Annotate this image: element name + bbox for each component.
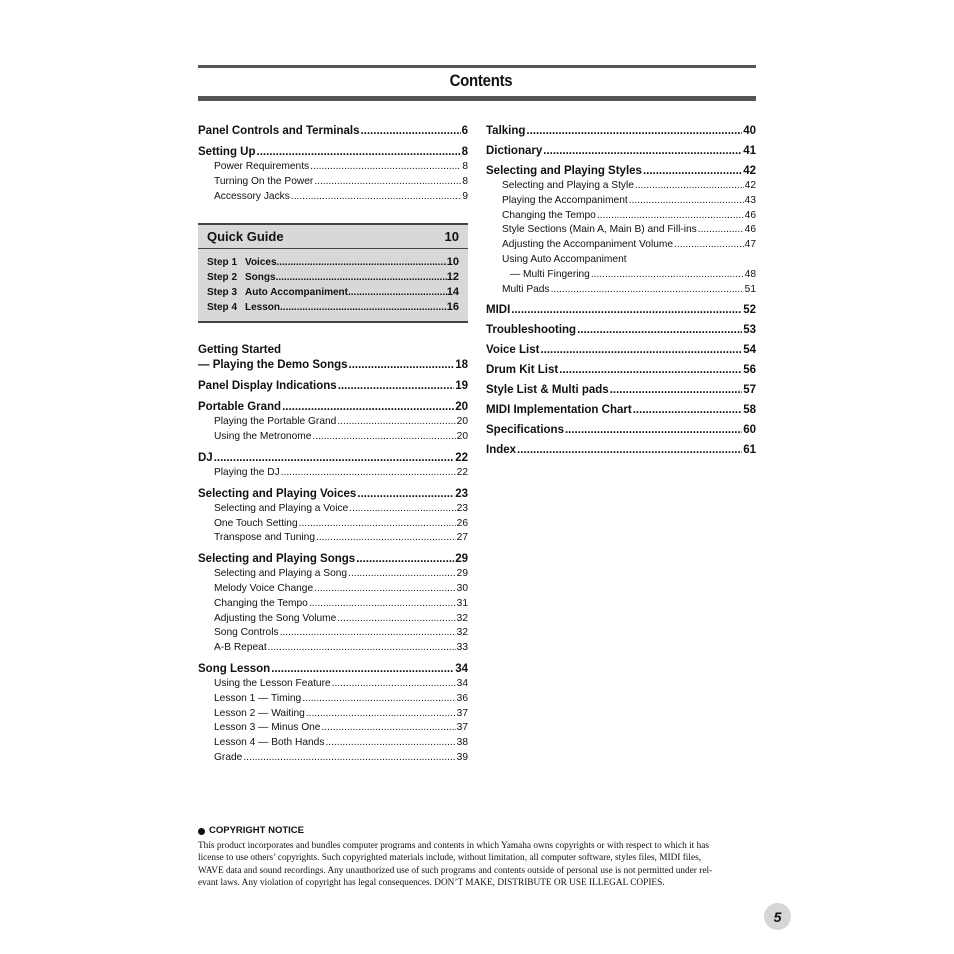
toc-subentry[interactable]: Lesson 3 — Minus One ..... 37 (198, 721, 468, 736)
toc-right-column (486, 124, 756, 458)
toc-subentry[interactable]: Accessory Jacks ..... 9 (198, 190, 468, 205)
copyright-notice-heading: COPYRIGHT NOTICE (198, 825, 758, 838)
toc-subentry[interactable]: Playing the DJ ..... 22 (198, 466, 468, 481)
toc-subentry[interactable]: Grade ..... 39 (198, 751, 468, 766)
toc-subentry[interactable]: — Multi Fingering ..... 48 (486, 268, 756, 283)
toc-subentry[interactable]: Turning On the Power ..... 8 (198, 175, 468, 190)
toc-entry[interactable]: Troubleshooting ..... 53 (486, 323, 756, 338)
toc-subentry[interactable]: A-B Repeat ..... 33 (198, 641, 468, 656)
quick-guide-step[interactable]: Step 4 Lesson ..... 16 (207, 300, 459, 315)
toc-entry[interactable]: MIDI ..... 52 (486, 303, 756, 318)
toc-entry[interactable]: MIDI Implementation Chart ..... 58 (486, 403, 756, 418)
toc-subentry[interactable]: Playing the Accompaniment ..... 43 (486, 194, 756, 209)
copyright-notice-text: evant laws. Any violation of copyright has legal consequences. DON’T MAKE, DISTRIBUTE OR USE ILLEGAL COPIES. (198, 878, 665, 889)
quick-guide-step[interactable]: Step 3 Auto Accompaniment ..... 14 (207, 285, 459, 300)
toc-left-column (198, 124, 468, 766)
toc-subentry[interactable]: Lesson 2 — Waiting ..... 37 (198, 707, 468, 722)
toc-subentry[interactable]: Transpose and Tuning ..... 27 (198, 531, 468, 546)
quick-guide-step[interactable]: Step 1 Voices ..... 10 (207, 255, 459, 270)
toc-entry[interactable]: Style List & Multi pads ..... 57 (486, 383, 756, 398)
quick-guide-step[interactable]: Step 2 Songs ..... 12 (207, 270, 459, 285)
toc-subentry[interactable]: Playing the Portable Grand ..... 20 (198, 415, 468, 430)
toc-subentry[interactable]: Changing the Tempo ..... 46 (486, 209, 756, 224)
toc-subentry[interactable]: Power Requirements ..... 8 (198, 160, 468, 175)
toc-entry[interactable]: Selecting and Playing Voices ..... 23 (198, 487, 468, 502)
toc-entry-line1: Getting Started (198, 344, 282, 357)
toc-subentry[interactable]: Melody Voice Change ..... 30 (198, 582, 468, 597)
toc-entry[interactable]: Panel Display Indications ..... 19 (198, 379, 468, 394)
quick-guide-header[interactable]: Quick Guide 10 (198, 229, 468, 249)
toc-entry[interactable]: Setting Up ..... 8 (198, 145, 468, 160)
copyright-notice-text: license to use others’ copyrights. Such copyrighted materials include, without limitation, all computer software, styles files, MIDI files, (198, 853, 702, 864)
toc-subentry[interactable]: Using the Metronome ..... 20 (198, 430, 468, 445)
toc-subentry[interactable]: Changing the Tempo ..... 31 (198, 597, 468, 612)
toc-subentry[interactable]: Lesson 1 — Timing ..... 36 (198, 692, 468, 707)
title-rule-top (198, 65, 756, 68)
toc-subentry[interactable]: Selecting and Playing a Style ..... 42 (486, 179, 756, 194)
toc-entry[interactable]: Talking ..... 40 (486, 124, 756, 139)
toc-entry[interactable]: Panel Controls and Terminals ..... 6 (198, 124, 468, 139)
toc-entry[interactable]: Drum Kit List ..... 56 (486, 363, 756, 378)
toc-entry[interactable]: Dictionary ..... 41 (486, 144, 756, 159)
toc-subentry[interactable]: Selecting and Playing a Song ..... 29 (198, 567, 468, 582)
toc-subentry[interactable]: Using the Lesson Feature ..... 34 (198, 677, 468, 692)
toc-subentry[interactable]: Style Sections (Main A, Main B) and Fill-ins ..... 46 (486, 223, 756, 238)
toc-entry[interactable]: Voice List ..... 54 (486, 343, 756, 358)
copyright-notice-text: WAVE data and sound recordings. Any unauthorized use of such programs and contents outside of personal use is not permitted under rel- (198, 865, 713, 876)
toc-subentry[interactable]: Lesson 4 — Both Hands ..... 38 (198, 736, 468, 751)
title-rule-bottom (198, 96, 756, 101)
page-title: Contents (449, 71, 513, 90)
page-number: 5 (764, 903, 791, 930)
toc-subentry[interactable]: Adjusting the Accompaniment Volume ..... 47 (486, 238, 756, 253)
copyright-notice (198, 825, 758, 890)
toc-subentry-line1: Using Auto Accompaniment (502, 253, 627, 265)
toc-subentry[interactable]: Adjusting the Song Volume ..... 32 (198, 612, 468, 627)
toc-entry[interactable]: Selecting and Playing Songs ..... 29 (198, 552, 468, 567)
toc-entry[interactable]: DJ ..... 22 (198, 451, 468, 466)
toc-entry[interactable]: Specifications ..... 60 (486, 423, 756, 438)
toc-entry[interactable]: — Playing the Demo Songs ..... 18 (198, 358, 468, 373)
toc-subentry[interactable]: Song Controls ..... 32 (198, 626, 468, 641)
toc-subentry[interactable]: Multi Pads ..... 51 (486, 283, 756, 298)
toc-subentry[interactable]: One Touch Setting ..... 26 (198, 517, 468, 532)
toc-entry[interactable]: Index ..... 61 (486, 443, 756, 458)
bullet-icon (198, 828, 205, 835)
toc-subentry[interactable]: Selecting and Playing a Voice ..... 23 (198, 502, 468, 517)
copyright-notice-text: This product incorporates and bundles computer programs and contents in which Yamaha owns copyrights or with respect to which it has (198, 840, 709, 851)
quick-guide-box (198, 223, 468, 323)
toc-entry[interactable]: Song Lesson ..... 34 (198, 662, 468, 677)
toc-entry[interactable]: Portable Grand ..... 20 (198, 400, 468, 415)
toc-entry[interactable]: Selecting and Playing Styles ..... 42 (486, 164, 756, 179)
